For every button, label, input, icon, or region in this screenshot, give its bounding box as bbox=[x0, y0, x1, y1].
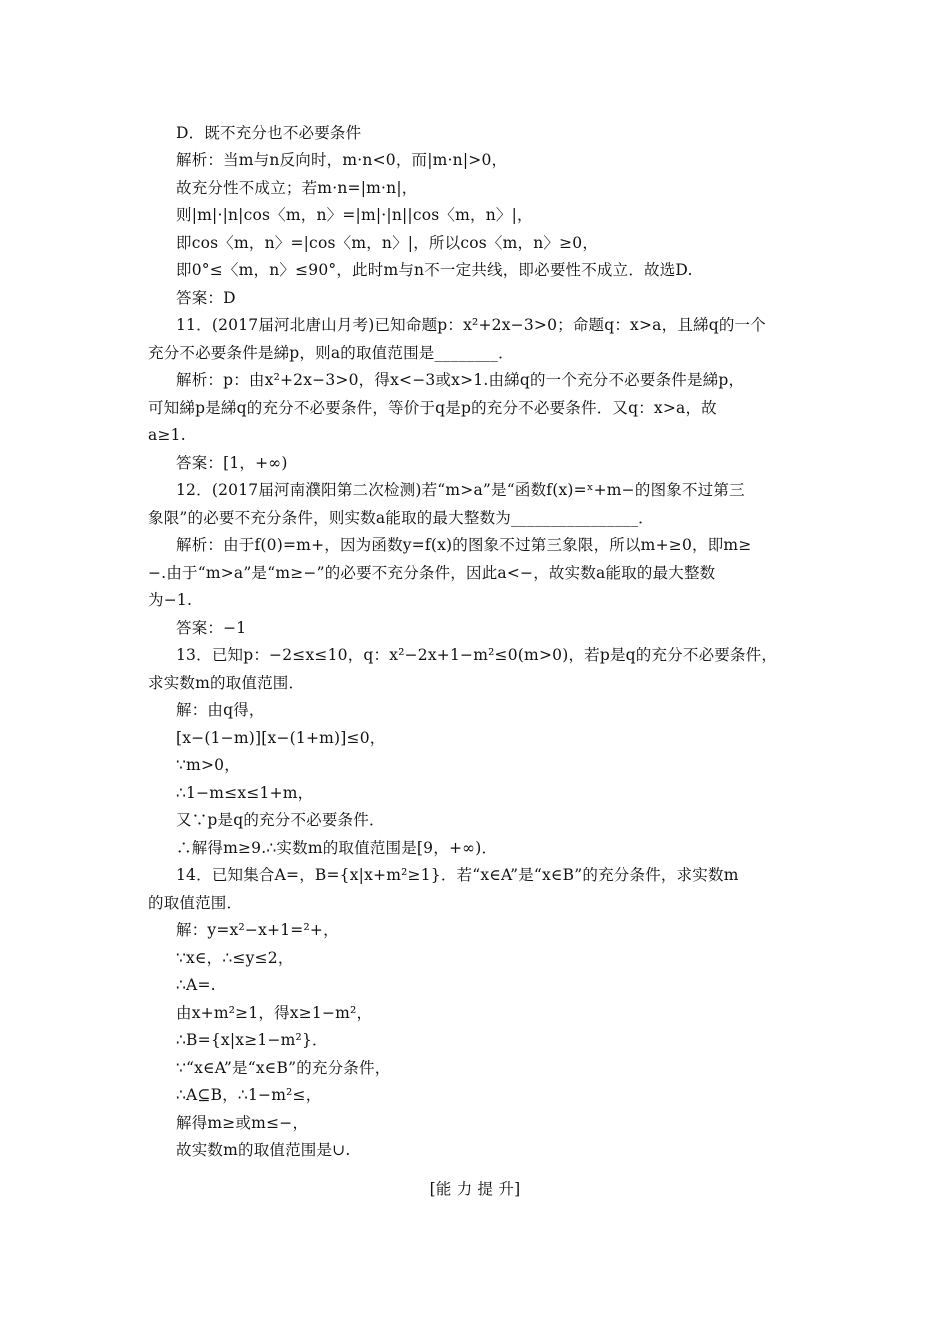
q14-solution-line-5: ∴B={x|x≥1−m²}． bbox=[176, 1031, 328, 1049]
q13-solution-line-1: 解：由q得， bbox=[176, 701, 265, 719]
q13-solution-line-6: ∴解得m≥9.∴实数m的取值范围是[9，+∞)． bbox=[176, 839, 498, 857]
q13-stem-line-1: 13．已知p：−2≤x≤10，q：x²−2x+1−m²≤0(m>0)，若p是q的充分不必要条件， bbox=[176, 646, 778, 664]
q14-solution-line-1: 解：y=x²−x+1=²+， bbox=[176, 921, 339, 939]
q11-analysis-line-3: a≥1. bbox=[148, 426, 186, 444]
q12-stem-line-2: 象限”的必要不充分条件，则实数a能取的最大整数为________________． bbox=[148, 509, 654, 527]
q14-solution-line-4: 由x+m²≥1，得x≥1−m²， bbox=[176, 1004, 373, 1022]
q12-analysis-line-3: 为−1. bbox=[148, 591, 193, 609]
q14-solution-line-8: 解得m≥或m≤−， bbox=[176, 1114, 309, 1132]
q10-analysis-line-3: 则|m|·|n|cos〈m，n〉=|m|·|n||cos〈m，n〉|， bbox=[176, 206, 533, 224]
q14-solution-line-7: ∴A⊆B，∴1−m²≤， bbox=[176, 1086, 322, 1104]
q12-stem-line-1: 12．(2017届河南濮阳第二次检测)若“m>a”是“函数f(x)=ˣ+m−的图象不过第三 bbox=[176, 481, 745, 499]
q13-solution-line-5: 又∵p是q的充分不必要条件． bbox=[176, 811, 385, 829]
q13-stem-line-2: 求实数m的取值范围． bbox=[148, 674, 305, 692]
q12-analysis-line-2: −.由于“m>a”是“m≥−”的必要不充分条件，因此a<−，故实数a能取的最大整数 bbox=[148, 564, 716, 582]
q11-stem-line-2: 充分不必要条件是綈p，则a的取值范围是________． bbox=[148, 344, 514, 362]
q13-solution-line-2: [x−(1−m)][x−(1+m)]≤0， bbox=[176, 729, 386, 747]
q11-answer: 答案：[1，+∞) bbox=[176, 454, 288, 472]
option-d: D．既不充分也不必要条件 bbox=[176, 124, 362, 142]
q12-answer: 答案：−1 bbox=[176, 619, 247, 637]
q11-analysis-line-2: 可知綈p是綈q的充分不必要条件，等价于q是p的充分不必要条件．又q：x>a，故 bbox=[148, 399, 717, 417]
q10-answer: 答案：D bbox=[176, 289, 236, 307]
section-heading: [能 力 提 升] bbox=[429, 1180, 521, 1198]
q14-stem-line-1: 14．已知集合A=，B={x|x+m²≥1}．若“x∈A”是“x∈B”的充分条件，求实数m bbox=[176, 866, 739, 884]
q13-solution-line-4: ∴1−m≤x≤1+m， bbox=[176, 784, 314, 802]
q11-stem-line-1: 11．(2017届河北唐山月考)已知命题p：x²+2x−3>0；命题q：x>a，且綈q的一个 bbox=[176, 316, 766, 334]
q11-analysis-line-1: 解析：p：由x²+2x−3>0，得x<−3或x>1.由綈q的一个充分不必要条件是綈p， bbox=[176, 371, 745, 389]
q14-solution-line-3: ∴A=. bbox=[176, 976, 216, 994]
q14-solution-line-6: ∵“x∈A”是“x∈B”的充分条件， bbox=[176, 1059, 391, 1077]
q14-solution-line-2: ∵x∈，∴≤y≤2， bbox=[176, 949, 294, 967]
q10-analysis-line-4: 即cos〈m，n〉=|cos〈m，n〉|，所以cos〈m，n〉≥0， bbox=[176, 234, 599, 252]
q14-solution-line-9: 故实数m的取值范围是∪. bbox=[176, 1141, 351, 1159]
q13-solution-line-3: ∵m>0， bbox=[176, 756, 240, 774]
q10-analysis-line-5: 即0°≤〈m，n〉≤90°，此时m与n不一定共线，即必要性不成立．故选D. bbox=[176, 261, 693, 279]
q10-analysis-line-1: 解析：当m与n反向时，m·n<0，而|m·n|>0， bbox=[176, 151, 508, 169]
q12-analysis-line-1: 解析：由于f(0)=m+，因为函数y=f(x)的图象不过第三象限，所以m+≥0，即m≥ bbox=[176, 536, 752, 554]
q14-stem-line-2: 的取值范围． bbox=[148, 894, 243, 912]
q10-analysis-line-2: 故充分性不成立；若m·n=|m·n|， bbox=[176, 179, 418, 197]
